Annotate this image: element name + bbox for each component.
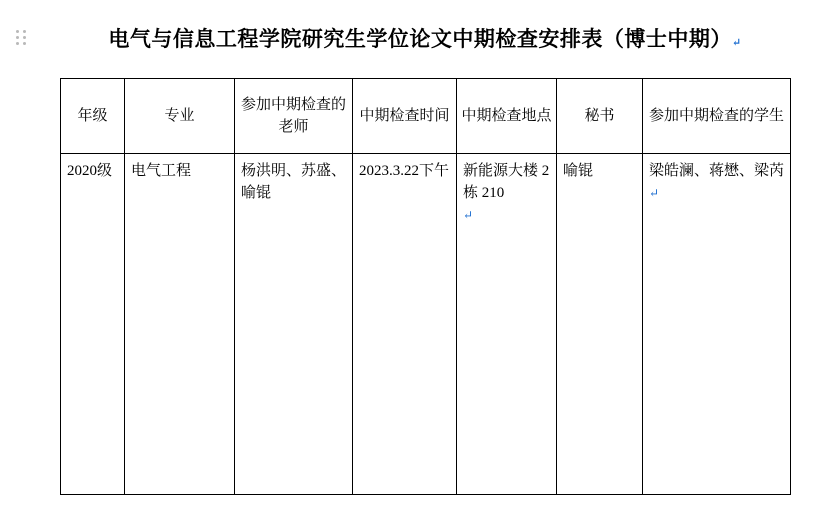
table-header-row <box>61 79 791 154</box>
cell-teachers-text: 杨洪明、苏盛、喻锟 <box>241 163 347 201</box>
cell-major-text: 电气工程 <box>131 163 192 179</box>
column-header-students-label: 参加中期检查的学生 <box>648 108 784 124</box>
page-title <box>60 24 790 58</box>
table-body <box>61 154 791 495</box>
schedule-table-container <box>60 78 790 495</box>
cell-teachers <box>235 154 353 495</box>
paragraph-mark: ↵ <box>731 37 742 49</box>
cell-time <box>353 154 457 495</box>
cell-grade-text: 2020级 <box>67 163 113 179</box>
table-header <box>61 79 791 154</box>
cell-major <box>125 154 235 495</box>
cell-place-text: 新能源大楼 2 栋 210 <box>463 163 550 201</box>
cell-secretary <box>557 154 643 495</box>
cell-time-text: 2023.3.22下午 <box>359 163 450 179</box>
column-header-place-label: 中期检查地点 <box>461 108 552 124</box>
column-header-teachers-label: 参加中期检查的老师 <box>240 97 346 135</box>
column-header-grade-label: 年级 <box>77 108 108 124</box>
column-header-secretary <box>557 79 643 154</box>
cell-place <box>457 154 557 495</box>
column-header-teachers <box>235 79 353 154</box>
column-header-place <box>457 79 557 154</box>
page-title-text: 电气与信息工程学院研究生学位论文中期检查安排表（博士中期） <box>108 27 732 51</box>
schedule-table <box>60 78 791 495</box>
column-header-time-label: 中期检查时间 <box>359 108 450 124</box>
column-header-major-label: 专业 <box>164 108 195 124</box>
column-header-time <box>353 79 457 154</box>
table-row <box>61 154 791 495</box>
paragraph-mark: ↵ <box>463 208 474 222</box>
column-header-secretary-label: 秘书 <box>584 108 615 124</box>
cell-grade <box>61 154 125 495</box>
cell-students <box>643 154 791 495</box>
column-header-grade <box>61 79 125 154</box>
cell-students-text: 梁皓澜、蒋懋、梁芮 <box>649 163 785 179</box>
column-header-students <box>643 79 791 154</box>
cell-secretary-text: 喻锟 <box>563 163 594 179</box>
column-header-major <box>125 79 235 154</box>
paragraph-mark: ↵ <box>649 186 660 200</box>
